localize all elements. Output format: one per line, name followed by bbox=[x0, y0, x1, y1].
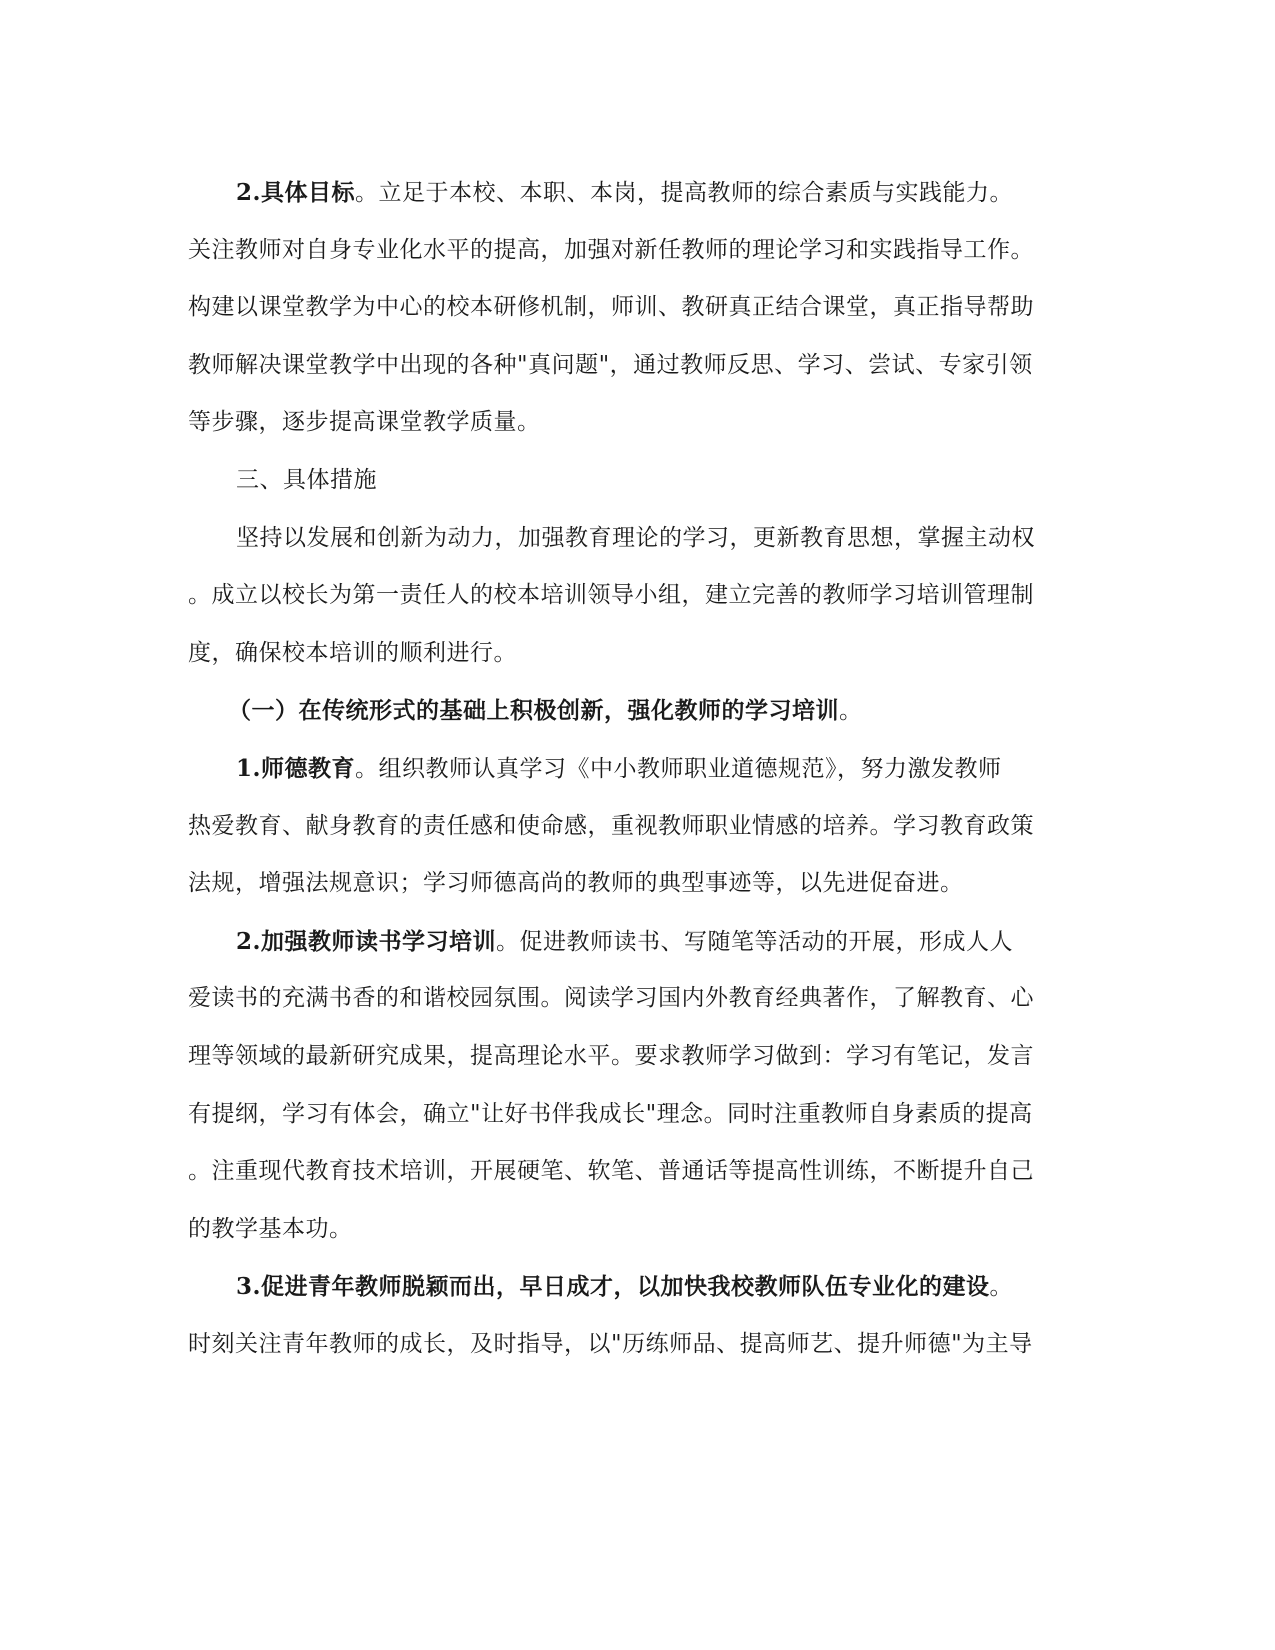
subsection-heading bbox=[188, 682, 1088, 740]
item-heading: 2.具体目标 bbox=[236, 179, 356, 206]
paragraph-line bbox=[188, 1258, 1088, 1316]
paragraph-line: 时刻关注青年教师的成长，及时指导，以"历练师品、提高师艺、提升师德"为主导 bbox=[188, 1330, 1033, 1357]
paragraph-line bbox=[188, 740, 1088, 798]
paragraph-line: 有提纲，学习有体会，确立"让好书伴我成长"理念。同时注重教师自身素质的提高 bbox=[188, 1100, 1033, 1127]
paragraph-line: 。成立以校长为第一责任人的校本培训领导小组，建立完善的教师学习培训管理制 bbox=[188, 582, 1034, 609]
paragraph-line: 关注教师对自身专业化水平的提高，加强对新任教师的理论学习和实践指导工作。 bbox=[188, 236, 1034, 263]
paragraph-line: 法规，增强法规意识；学习师德高尚的教师的典型事迹等，以先进促奋进。 bbox=[188, 870, 964, 897]
item-heading: 1.师德教育 bbox=[236, 754, 356, 782]
paragraph-line: 热爱教育、献身教育的责任感和使命感，重视教师职业情感的培养。学习教育政策 bbox=[188, 812, 1034, 839]
item-heading: 2.加强教师读书学习培训 bbox=[236, 927, 497, 955]
paragraph-line: 等步骤，逐步提高课堂教学质量。 bbox=[188, 409, 541, 436]
item-heading: 3.促进青年教师脱颖而出，早日成才，以加快我校教师队伍专业化的建设 bbox=[236, 1273, 990, 1301]
paragraph-line: 爱读书的充满书香的和谐校园氛围。阅读学习国内外教育经典著作，了解教育、心 bbox=[188, 985, 1034, 1012]
subsection-heading-text: （一）在传统形式的基础上积极创新，强化教师的学习培训 bbox=[228, 697, 839, 725]
paragraph-text: 。组织教师认真学习《中小教师职业道德规范》，努力激发教师 bbox=[355, 755, 1002, 782]
paragraph-line: 度，确保校本培训的顺利进行。 bbox=[188, 639, 517, 666]
paragraph-line: 教师解决课堂教学中出现的各种"真问题"，通过教师反思、学习、尝试、专家引领 bbox=[188, 351, 1033, 378]
paragraph-text: 。促进教师读书、写随笔等活动的开展，形成人人 bbox=[496, 928, 1014, 955]
document-page bbox=[188, 164, 1088, 1373]
paragraph-text: 。立足于本校、本职、本岗，提高教师的综合素质与实践能力。 bbox=[355, 180, 1014, 206]
paragraph-line: 构建以课堂教学为中心的校本研修机制，师训、教研真正结合课堂，真正指导帮助 bbox=[188, 294, 1034, 321]
paragraph-line: 的教学基本功。 bbox=[188, 1215, 353, 1242]
subsection-heading-tail: 。 bbox=[839, 698, 863, 725]
paragraph-line: 理等领域的最新研究成果，提高理论水平。要求教师学习做到：学习有笔记，发言 bbox=[188, 1042, 1034, 1069]
paragraph-line bbox=[188, 913, 1088, 971]
paragraph-text: 。 bbox=[989, 1274, 1014, 1301]
paragraph-line: 坚持以发展和创新为动力，加强教育理论的学习，更新教育思想，掌握主动权 bbox=[236, 524, 1035, 551]
paragraph-line: 。注重现代教育技术培训，开展硬笔、软笔、普通话等提高性训练，不断提升自己 bbox=[188, 1158, 1034, 1185]
section-heading: 三、具体措施 bbox=[236, 466, 377, 493]
paragraph-line bbox=[188, 164, 1088, 222]
